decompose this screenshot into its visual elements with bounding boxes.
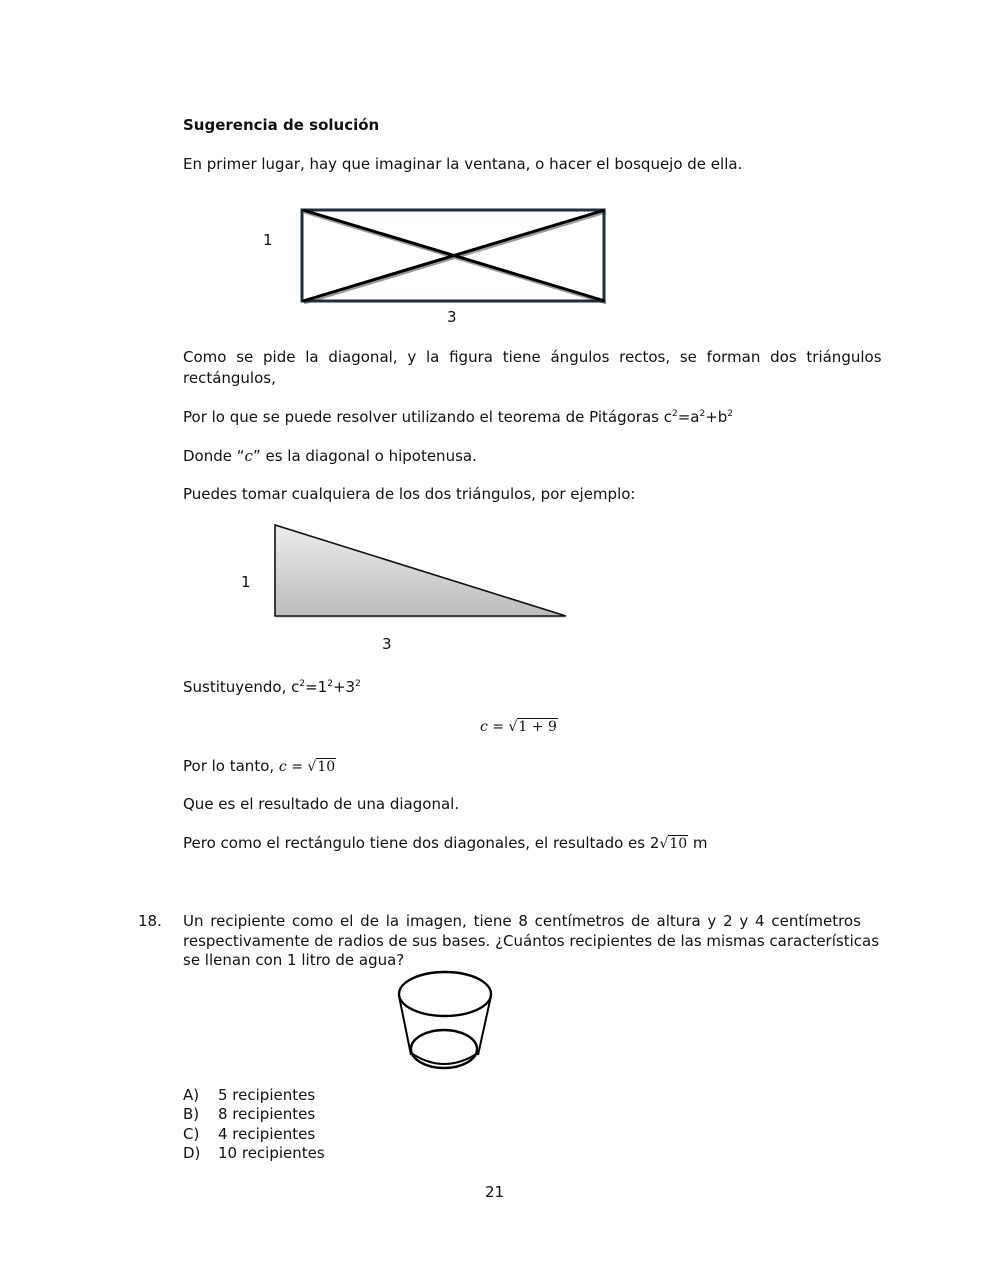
radical-sign-icon: √ [508,719,518,735]
substitution-one: =1 [305,678,328,696]
exponent: 2 [727,409,734,419]
radicand: 1 + 9 [518,719,557,735]
radical-sign-icon: √ [659,836,669,852]
one-diagonal-paragraph: Que es el resultado de una diagonal. [183,795,460,813]
two-diagonals-paragraph [183,833,708,854]
bucket-icon [394,968,496,1072]
triangle-height-label: 1 [241,573,251,591]
substitution-paragraph [183,677,361,697]
radicand: 10 [317,759,336,775]
unit: m [688,834,708,852]
variable-c: c [244,447,253,465]
question-line2: respectivamente de radios de sus bases. ¿Cuántos recipientes de las mismas características [183,932,880,950]
pythagoras-text: Por lo que se puede resolver utilizando el teorema de Pitágoras c [183,408,672,426]
option-text: 4 recipientes [218,1125,316,1143]
right-triangle-diagram [268,520,572,622]
donde-suffix: ” es la diagonal o hipotenusa. [252,447,477,465]
intro-paragraph: En primer lugar, hay que imaginar la ventana, o hacer el bosquejo de ella. [183,155,743,173]
donde-paragraph [183,446,477,466]
question-number: 18. [138,912,162,930]
exponent: 2 [299,679,306,689]
pythagoras-a: =a [677,408,700,426]
equals-sign: = [487,719,509,735]
option-text: 5 recipientes [218,1086,316,1104]
option-text: 10 recipientes [218,1144,325,1162]
option-c[interactable] [183,1124,315,1144]
diagonal-paragraph-text: Como se pide la diagonal, y la figura tiene ángulos rectos, se forman dos triángulos [183,348,882,366]
option-b[interactable] [183,1104,315,1124]
option-letter: B) [183,1105,200,1123]
exponent: 2 [327,679,333,689]
page-number: 21 [485,1183,505,1201]
rectangle-height-label: 1 [263,231,273,249]
option-letter: D) [183,1144,201,1162]
radicand: 10 [669,836,688,852]
question-line3: se llenan con 1 litro de agua? [183,951,405,969]
question-text-line1: Un recipiente como el de la imagen, tiene 8 centímetros de altura y 2 y 4 centímetros [183,912,861,930]
therefore-paragraph [183,756,336,777]
rectangle-width-label: 3 [447,308,457,326]
equals-sign: = [286,759,308,775]
donde-prefix: Donde “ [183,447,245,465]
variable-c: c [480,719,488,735]
triangles-paragraph: Puedes tomar cualquiera de los dos triángulos, por ejemplo: [183,485,636,503]
option-d[interactable] [183,1143,325,1163]
option-a[interactable] [183,1085,315,1105]
two-diagonals-text: Pero como el rectángulo tiene dos diagonales, el resultado es 2 [183,834,660,852]
pythagoras-paragraph [183,407,733,427]
triangle-width-label: 3 [382,635,392,653]
diagonal-paragraph-line1 [183,347,882,367]
option-text: 8 recipientes [218,1105,316,1123]
window-rectangle-diagram [295,203,611,307]
therefore-text: Por lo tanto, [183,757,279,775]
substitution-text: Sustituyendo, c [183,678,300,696]
exponent: 2 [672,409,678,419]
diagonal-paragraph-line2: rectángulos, [183,369,276,387]
variable-c: c [278,759,287,775]
radical-sign-icon: √ [307,759,317,775]
option-letter: A) [183,1086,200,1104]
exponent: 2 [355,679,361,689]
equation-c-sqrt [480,717,558,737]
solution-heading: Sugerencia de solución [183,116,380,134]
question-line1 [183,911,861,931]
exponent: 2 [699,409,706,419]
substitution-three: +3 [332,678,356,696]
option-letter: C) [183,1125,200,1143]
pythagoras-b: +b [705,408,728,426]
